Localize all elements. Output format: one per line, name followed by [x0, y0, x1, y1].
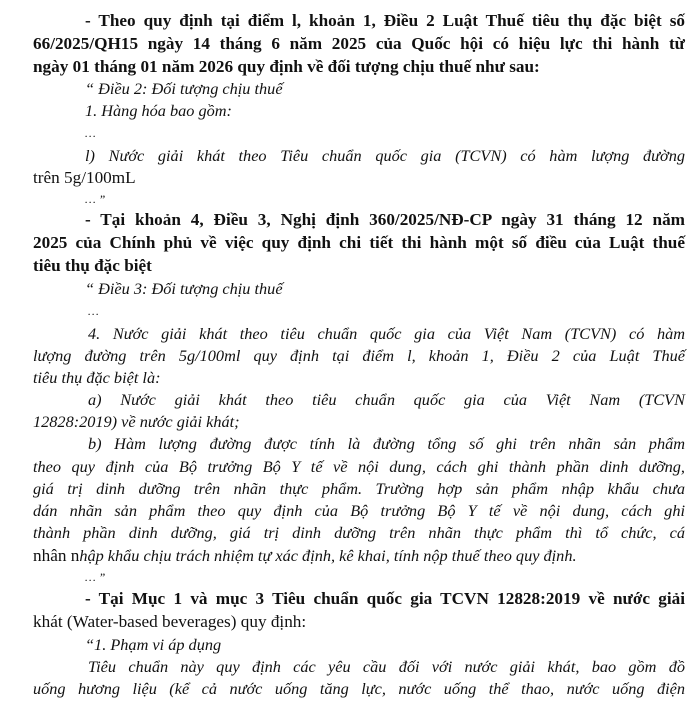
quote-line: uống hương liệu (kể cả nước uống tăng lực, nước uống thể thao, nước uống điện	[33, 679, 685, 698]
quote-line: dán nhãn sản phẩm theo quy định của Bộ trưởng Bộ Y tế về nội dung, cách ghi	[33, 501, 685, 520]
quote-line: 1. Hàng hóa bao gồm:	[85, 101, 232, 120]
quote-line: tiêu thụ đặc biệt là:	[33, 368, 161, 387]
ellipsis: …	[88, 304, 99, 318]
paragraph-line: 66/2025/QH15 ngày 14 tháng 6 năm 2025 của Quốc hội có hiệu lực thi hành từ	[33, 34, 685, 53]
quote-line: “ Điều 2: Đối tượng chịu thuế	[85, 79, 283, 98]
quote-line: a) Nước giải khát theo tiêu chuẩn quốc gia của Việt Nam (TCVN	[88, 390, 685, 409]
paragraph-line: - Tại Mục 1 và mục 3 Tiêu chuẩn quốc gia TCVN 12828:2019 về nước giải	[85, 589, 685, 608]
paragraph-line: khát (Water-based beverages) quy định:	[33, 612, 307, 631]
quote-line: trên 5g/100mL	[33, 168, 136, 187]
quote-line: “ Điều 3: Đối tượng chịu thuế	[85, 279, 283, 298]
quote-line: Tiêu chuẩn này quy định các yêu cầu đối với nước giải khát, bao gồm đồ	[88, 657, 685, 676]
quote-line-start: nhân n	[33, 546, 80, 565]
quote-line: b) Hàm lượng đường được tính là đường tổng số ghi trên nhãn sản phẩm	[88, 434, 685, 453]
paragraph-line: ngày 01 tháng 01 năm 2026 quy định về đối tượng chịu thuế như sau:	[33, 57, 540, 76]
paragraph-line: - Tại khoản 4, Điều 3, Nghị định 360/2025/NĐ-CP ngày 31 tháng 12 năm	[85, 210, 685, 229]
ellipsis: …	[85, 126, 96, 140]
ellipsis: … ”	[85, 570, 106, 584]
quote-line	[33, 544, 685, 567]
quote-line: lượng đường trên 5g/100ml quy định tại điểm l, khoản 1, Điều 2 của Luật Thuế	[33, 346, 685, 365]
quote-line: 4. Nước giải khát theo tiêu chuẩn quốc gia của Việt Nam (TCVN) có hàm	[88, 324, 685, 343]
paragraph-line: 2025 của Chính phủ về việc quy định chi tiết thi hành một số điều của Luật thuế	[33, 233, 685, 252]
quote-line: 12828:2019) về nước giải khát;	[33, 412, 240, 431]
paragraph-line: tiêu thụ đặc biệt	[33, 256, 152, 275]
quote-line: “1. Phạm vi áp dụng	[85, 635, 222, 654]
quote-line: l) Nước giải khát theo Tiêu chuẩn quốc gia (TCVN) có hàm lượng đường	[85, 146, 685, 165]
quote-line: thành phần dinh dưỡng, giá trị dinh dưỡng trên nhãn thực phẩm thì tổ chức, cá	[33, 523, 685, 542]
quote-line-rest: hập khẩu chịu trách nhiệm tự xác định, kê khai, tính nộp thuế theo quy định.	[79, 546, 577, 565]
quote-line: giá trị dinh dưỡng trên nhãn thực phẩm. Trường hợp sản phẩm nhập khẩu chưa	[33, 479, 685, 498]
quote-line: theo quy định của Bộ trưởng Bộ Y tế về nội dung, cách ghi thành phần dinh dưỡng,	[33, 457, 685, 476]
paragraph-line: - Theo quy định tại điểm l, khoản 1, Điều 2 Luật Thuế tiêu thụ đặc biệt số	[85, 11, 685, 30]
ellipsis: … ”	[85, 192, 106, 206]
